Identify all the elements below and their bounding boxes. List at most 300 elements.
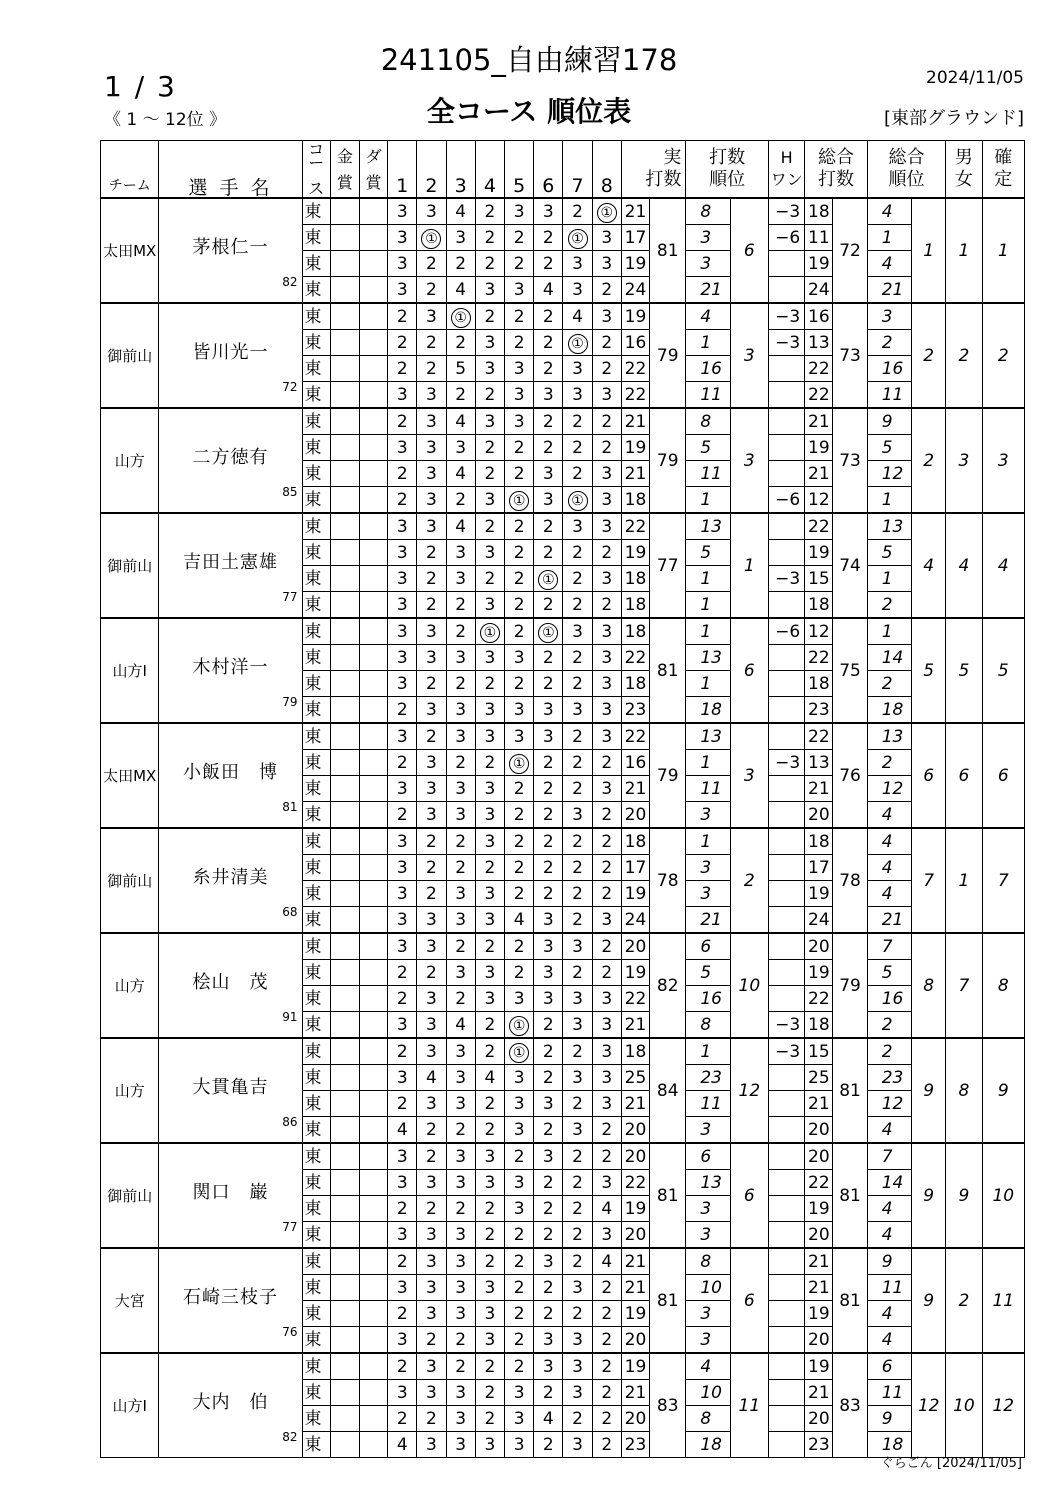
hole-score: 2 <box>505 435 534 461</box>
hole-score: 3 <box>505 408 534 435</box>
col-da: ダ 賞 <box>359 141 387 199</box>
player-name: 皆川光一 <box>192 341 269 363</box>
hole-score: 3 <box>417 487 446 514</box>
round-rank: 10 <box>686 1275 730 1301</box>
da-prize-cell <box>359 540 387 566</box>
gold-prize-cell <box>330 1353 359 1380</box>
hole-in-one-bonus <box>768 1065 804 1091</box>
hole-score: 2 <box>475 382 504 409</box>
round-rank: 3 <box>686 251 730 277</box>
hole-score: 3 <box>505 356 534 382</box>
hole-score: 2 <box>592 356 621 382</box>
hole-score: 2 <box>505 802 534 829</box>
da-prize-cell <box>359 933 387 960</box>
strokes-rank: 6 <box>730 618 768 723</box>
hole-score: 3 <box>446 1432 475 1458</box>
hole-score: 3 <box>388 645 417 671</box>
round-total-rank: 5 <box>867 960 911 986</box>
hole-score: 2 <box>475 513 504 540</box>
course-cell: 東 <box>302 1248 330 1275</box>
round-rank: 18 <box>686 1432 730 1458</box>
hole-in-one-bonus: −6 <box>768 225 804 251</box>
round-strokes: 25 <box>621 1065 649 1091</box>
hole-score: 2 <box>534 671 563 697</box>
hole-score: 3 <box>592 1012 621 1039</box>
team-name: 山方Ⅰ <box>101 1353 159 1458</box>
hole-score: 2 <box>592 933 621 960</box>
hole-score: 2 <box>505 618 534 645</box>
gold-prize-cell <box>330 1432 359 1458</box>
hole-score: 3 <box>475 1327 504 1354</box>
hole-score: 2 <box>388 1248 417 1275</box>
hole-score: 3 <box>446 907 475 934</box>
hole-score: 3 <box>446 1406 475 1432</box>
gold-prize-cell <box>330 645 359 671</box>
col-final: 確 定 <box>982 141 1024 199</box>
hole-score: 2 <box>446 1196 475 1222</box>
hole-score: 3 <box>388 1380 417 1406</box>
hole-score <box>592 198 621 225</box>
hole-score: 2 <box>534 540 563 566</box>
course-cell: 東 <box>302 986 330 1012</box>
round-rank: 13 <box>686 513 730 540</box>
hole-score: 3 <box>446 566 475 592</box>
hole-score: 2 <box>563 907 592 934</box>
results-table <box>100 140 1025 1458</box>
strokes-rank: 10 <box>730 933 768 1038</box>
hole-score: 3 <box>417 1091 446 1117</box>
hole-in-one-bonus <box>768 1275 804 1301</box>
hole-score: 2 <box>534 225 563 251</box>
hole-score: 3 <box>563 513 592 540</box>
final-rank: 11 <box>982 1248 1024 1353</box>
table-row <box>101 618 1025 645</box>
da-prize-cell <box>359 855 387 881</box>
table-row <box>101 1248 1025 1275</box>
hole-score: 3 <box>592 487 621 514</box>
hole-score: 2 <box>534 1012 563 1039</box>
total-rank: 9 <box>912 1248 946 1353</box>
hole-score: 2 <box>505 540 534 566</box>
hole-score: 3 <box>592 461 621 487</box>
round-total-strokes: 21 <box>805 408 833 435</box>
hole-score: 3 <box>417 697 446 724</box>
da-prize-cell <box>359 881 387 907</box>
player-name: 吉田土憲雄 <box>182 551 278 573</box>
hole-in-one-mark: ① <box>451 308 471 328</box>
hole-score: 3 <box>592 1065 621 1091</box>
col-team: チーム <box>101 141 159 199</box>
gold-prize-cell <box>330 540 359 566</box>
round-total-strokes: 24 <box>805 907 833 934</box>
hole-score: 3 <box>446 723 475 750</box>
hole-score: 4 <box>446 408 475 435</box>
hole-score: 2 <box>563 828 592 855</box>
final-rank: 7 <box>982 828 1024 933</box>
event-title: 241105_自由練習178 <box>380 43 678 77</box>
hole-score: 2 <box>446 1327 475 1354</box>
hole-in-one-bonus: −3 <box>768 1012 804 1039</box>
hole-score: 3 <box>388 277 417 304</box>
hole-score: 4 <box>417 1065 446 1091</box>
hole-score: 3 <box>446 1380 475 1406</box>
hole-score: 3 <box>505 986 534 1012</box>
round-strokes: 24 <box>621 907 649 934</box>
hole-score <box>505 1038 534 1065</box>
hole-score: 3 <box>592 382 621 409</box>
hole-score: 3 <box>388 671 417 697</box>
hole-score: 2 <box>592 592 621 619</box>
hole-score: 2 <box>388 487 417 514</box>
round-total-rank: 4 <box>867 1196 911 1222</box>
da-prize-cell <box>359 671 387 697</box>
round-rank: 3 <box>686 1222 730 1249</box>
hole-score: 2 <box>417 330 446 356</box>
hole-score: 3 <box>417 382 446 409</box>
table-row <box>101 723 1025 750</box>
hole-in-one-bonus <box>768 776 804 802</box>
hole-score: 3 <box>446 881 475 907</box>
hole-score: 2 <box>534 356 563 382</box>
handicap: 68 <box>282 905 298 919</box>
hole-score: 3 <box>534 1091 563 1117</box>
round-total-rank: 11 <box>867 1275 911 1301</box>
round-rank: 1 <box>686 750 730 776</box>
hole-score: 2 <box>505 1222 534 1249</box>
hole-score: 4 <box>446 277 475 304</box>
actual-strokes: 79 <box>650 408 686 513</box>
round-strokes: 18 <box>621 592 649 619</box>
hole-score <box>417 225 446 251</box>
hole-score: 3 <box>417 776 446 802</box>
hole-score: 3 <box>417 513 446 540</box>
hole-score: 4 <box>592 1196 621 1222</box>
hole-score: 2 <box>388 986 417 1012</box>
round-rank: 13 <box>686 1170 730 1196</box>
round-strokes: 20 <box>621 1117 649 1144</box>
hole-in-one-bonus <box>768 461 804 487</box>
total-strokes: 73 <box>833 303 867 408</box>
hole-score: 3 <box>505 1117 534 1144</box>
round-total-rank: 11 <box>867 1380 911 1406</box>
hole-score: 2 <box>592 408 621 435</box>
round-total-strokes: 13 <box>805 330 833 356</box>
da-prize-cell <box>359 1170 387 1196</box>
hole-score: 3 <box>592 697 621 724</box>
player-name: 桧山 茂 <box>192 971 269 993</box>
gold-prize-cell <box>330 881 359 907</box>
table-row <box>101 513 1025 540</box>
hole-score: 2 <box>592 1353 621 1380</box>
course-cell: 東 <box>302 802 330 829</box>
hole-score: 2 <box>563 723 592 750</box>
hole-in-one-bonus: −3 <box>768 750 804 776</box>
gold-prize-cell <box>330 303 359 330</box>
hole-score: 3 <box>534 723 563 750</box>
player-name: 石崎三枝子 <box>182 1286 278 1308</box>
hole-score: 3 <box>505 723 534 750</box>
hole-score: 2 <box>417 1406 446 1432</box>
hole-score: 3 <box>388 855 417 881</box>
event-date: 2024/11/05 <box>926 68 1024 88</box>
round-strokes: 19 <box>621 1196 649 1222</box>
hole-score: 2 <box>475 1012 504 1039</box>
round-strokes: 23 <box>621 1432 649 1458</box>
round-total-rank: 9 <box>867 1248 911 1275</box>
hole-score: 2 <box>417 960 446 986</box>
hole-score: 3 <box>563 382 592 409</box>
hole-score: 3 <box>417 907 446 934</box>
hole-score: 3 <box>417 1380 446 1406</box>
course-cell: 東 <box>302 1091 330 1117</box>
hole-score: 3 <box>417 933 446 960</box>
team-name: 山方 <box>101 933 159 1038</box>
col-hole-8: 8 <box>592 141 621 199</box>
da-prize-cell <box>359 828 387 855</box>
round-rank: 13 <box>686 645 730 671</box>
round-strokes: 20 <box>621 1143 649 1170</box>
hole-score: 3 <box>534 461 563 487</box>
da-prize-cell <box>359 750 387 776</box>
hole-score: 2 <box>534 1065 563 1091</box>
player-name-cell <box>159 933 302 1038</box>
col-hole-in-one: H ワン <box>768 141 804 199</box>
round-total-rank: 2 <box>867 1038 911 1065</box>
strokes-rank: 6 <box>730 1143 768 1248</box>
hole-score: 2 <box>505 1248 534 1275</box>
strokes-rank: 6 <box>730 198 768 303</box>
hole-score: 3 <box>475 592 504 619</box>
hole-score: 3 <box>388 1275 417 1301</box>
actual-strokes: 81 <box>650 1248 686 1353</box>
round-total-strokes: 19 <box>805 435 833 461</box>
hole-score: 3 <box>475 986 504 1012</box>
hole-score: 4 <box>592 1248 621 1275</box>
gold-prize-cell <box>330 330 359 356</box>
hole-score: 2 <box>534 1275 563 1301</box>
hole-score: 2 <box>388 1196 417 1222</box>
hole-score: 3 <box>505 1432 534 1458</box>
round-total-rank: 21 <box>867 907 911 934</box>
gender-rank: 1 <box>946 828 982 933</box>
course-cell: 東 <box>302 1380 330 1406</box>
hole-score: 2 <box>446 330 475 356</box>
round-rank: 3 <box>686 881 730 907</box>
course-cell: 東 <box>302 487 330 514</box>
hole-score: 2 <box>534 1170 563 1196</box>
hole-score: 3 <box>505 1196 534 1222</box>
hole-score: 2 <box>475 1380 504 1406</box>
da-prize-cell <box>359 1196 387 1222</box>
hole-score: 2 <box>446 1353 475 1380</box>
hole-score: 3 <box>475 277 504 304</box>
hole-score: 3 <box>388 225 417 251</box>
hole-score: 3 <box>534 1327 563 1354</box>
round-strokes: 17 <box>621 855 649 881</box>
handicap: 86 <box>282 1115 298 1129</box>
round-rank: 1 <box>686 671 730 697</box>
da-prize-cell <box>359 723 387 750</box>
hole-score: 2 <box>475 1117 504 1144</box>
actual-strokes: 78 <box>650 828 686 933</box>
hole-score: 2 <box>592 1432 621 1458</box>
da-prize-cell <box>359 1327 387 1354</box>
hole-in-one-bonus <box>768 1222 804 1249</box>
course-cell: 東 <box>302 1222 330 1249</box>
hole-in-one-bonus <box>768 1380 804 1406</box>
hole-score: 3 <box>563 986 592 1012</box>
hole-score: 3 <box>475 697 504 724</box>
hole-score: 2 <box>505 776 534 802</box>
hole-score: 3 <box>388 1143 417 1170</box>
gold-prize-cell <box>330 277 359 304</box>
hole-score: 2 <box>505 671 534 697</box>
round-rank: 3 <box>686 225 730 251</box>
course-cell: 東 <box>302 933 330 960</box>
hole-score: 3 <box>505 1380 534 1406</box>
gender-rank: 4 <box>946 513 982 618</box>
col-hole-3: 3 <box>446 141 475 199</box>
hole-score: 3 <box>475 645 504 671</box>
course-cell: 東 <box>302 1432 330 1458</box>
hole-score: 3 <box>388 1222 417 1249</box>
total-rank: 12 <box>912 1353 946 1458</box>
hole-score: 3 <box>446 1065 475 1091</box>
handicap: 79 <box>282 695 298 709</box>
hole-score: 2 <box>388 1301 417 1327</box>
hole-in-one-bonus <box>768 251 804 277</box>
hole-score: 2 <box>446 671 475 697</box>
course-cell: 東 <box>302 356 330 382</box>
gold-prize-cell <box>330 513 359 540</box>
hole-score: 2 <box>475 198 504 225</box>
final-rank: 1 <box>982 198 1024 303</box>
round-total-rank: 1 <box>867 566 911 592</box>
round-total-rank: 14 <box>867 645 911 671</box>
round-total-rank: 12 <box>867 776 911 802</box>
hole-score: 3 <box>388 933 417 960</box>
course-cell: 東 <box>302 1275 330 1301</box>
round-strokes: 22 <box>621 382 649 409</box>
hole-score: 2 <box>592 1275 621 1301</box>
hole-score: 2 <box>417 251 446 277</box>
round-total-strokes: 19 <box>805 251 833 277</box>
da-prize-cell <box>359 303 387 330</box>
hole-score: 2 <box>563 671 592 697</box>
hole-score: 3 <box>592 645 621 671</box>
gender-rank: 2 <box>946 1248 982 1353</box>
hole-score: 3 <box>505 1406 534 1432</box>
handicap: 82 <box>282 1430 298 1444</box>
hole-score: 3 <box>505 198 534 225</box>
hole-score: 2 <box>563 198 592 225</box>
round-rank: 1 <box>686 1038 730 1065</box>
round-rank: 21 <box>686 277 730 304</box>
hole-score: 2 <box>563 461 592 487</box>
hole-score: 2 <box>417 540 446 566</box>
hole-score: 3 <box>388 1012 417 1039</box>
team-name: 御前山 <box>101 828 159 933</box>
results-body <box>101 198 1025 1458</box>
final-rank: 3 <box>982 408 1024 513</box>
hole-score: 2 <box>534 776 563 802</box>
col-total-rank: 総合 順位 <box>867 141 946 199</box>
hole-in-one-bonus <box>768 697 804 724</box>
gold-prize-cell <box>330 566 359 592</box>
da-prize-cell <box>359 1143 387 1170</box>
hole-score: 2 <box>592 881 621 907</box>
final-rank: 8 <box>982 933 1024 1038</box>
handicap: 76 <box>282 1325 298 1339</box>
hole-score: 2 <box>388 1353 417 1380</box>
hole-in-one-bonus <box>768 277 804 304</box>
team-name: 御前山 <box>101 1143 159 1248</box>
da-prize-cell <box>359 776 387 802</box>
total-strokes: 79 <box>833 933 867 1038</box>
hole-score: 2 <box>446 1117 475 1144</box>
round-rank: 3 <box>686 855 730 881</box>
hole-score: 3 <box>563 697 592 724</box>
hole-score: 2 <box>563 1248 592 1275</box>
final-rank: 4 <box>982 513 1024 618</box>
hole-score: 2 <box>388 1406 417 1432</box>
round-total-strokes: 20 <box>805 802 833 829</box>
round-strokes: 18 <box>621 566 649 592</box>
round-total-rank: 12 <box>867 461 911 487</box>
player-name-cell <box>159 828 302 933</box>
hole-in-one-bonus <box>768 671 804 697</box>
gold-prize-cell <box>330 435 359 461</box>
gold-prize-cell <box>330 828 359 855</box>
round-total-strokes: 22 <box>805 645 833 671</box>
total-rank: 2 <box>912 303 946 408</box>
hole-in-one-bonus: −6 <box>768 487 804 514</box>
table-row <box>101 408 1025 435</box>
round-strokes: 20 <box>621 1327 649 1354</box>
hole-score: 2 <box>446 855 475 881</box>
da-prize-cell <box>359 1091 387 1117</box>
round-total-strokes: 23 <box>805 697 833 724</box>
footer-credit: ぐらごん [2024/11/05] <box>880 1456 1022 1471</box>
course-cell: 東 <box>302 1196 330 1222</box>
round-total-rank: 18 <box>867 697 911 724</box>
round-total-rank: 13 <box>867 723 911 750</box>
final-rank: 6 <box>982 723 1024 828</box>
round-strokes: 18 <box>621 1038 649 1065</box>
actual-strokes: 81 <box>650 198 686 303</box>
hole-score: 2 <box>388 408 417 435</box>
col-course: コー ス <box>302 141 330 199</box>
report-subtitle: 全コース 順位表 <box>426 95 632 128</box>
round-total-strokes: 21 <box>805 1091 833 1117</box>
hole-score: 3 <box>534 1143 563 1170</box>
hole-score: 2 <box>475 1248 504 1275</box>
da-prize-cell <box>359 907 387 934</box>
hole-score <box>563 330 592 356</box>
hole-score: 2 <box>534 1038 563 1065</box>
round-total-strokes: 20 <box>805 1117 833 1144</box>
hole-score: 3 <box>446 1143 475 1170</box>
round-total-strokes: 17 <box>805 855 833 881</box>
course-cell: 東 <box>302 671 330 697</box>
round-rank: 18 <box>686 697 730 724</box>
hole-score: 2 <box>563 1222 592 1249</box>
round-rank: 3 <box>686 1196 730 1222</box>
round-total-strokes: 21 <box>805 776 833 802</box>
gender-rank: 9 <box>946 1143 982 1248</box>
hole-in-one-bonus: −3 <box>768 303 804 330</box>
strokes-rank: 3 <box>730 303 768 408</box>
